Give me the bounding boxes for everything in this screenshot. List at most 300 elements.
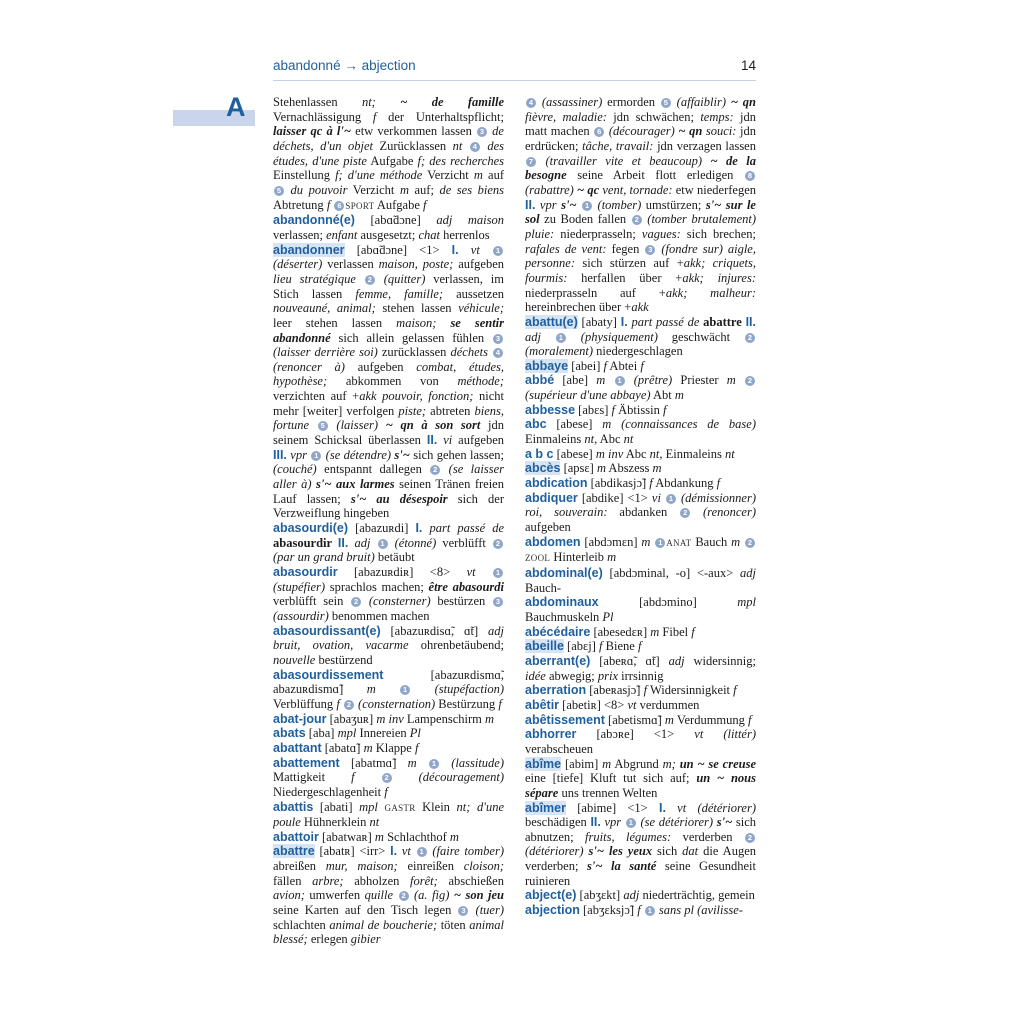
- sense-number: 5: [274, 186, 284, 196]
- sense-number: 1: [582, 201, 592, 211]
- italic-text: (se détériorer): [636, 815, 717, 830]
- bold-italic-phrase: s'~ au désespoir: [350, 491, 448, 506]
- italic-text: m: [641, 534, 655, 549]
- entry-text: Verzicht: [422, 168, 474, 183]
- italic-text: m: [731, 534, 744, 549]
- entry-text: stehen lassen: [375, 301, 459, 316]
- sense-number: 3: [493, 597, 503, 607]
- bold-italic-phrase: ~ qc: [577, 182, 600, 197]
- italic-text: (assourdir): [273, 608, 329, 623]
- italic-text: chat: [418, 227, 440, 242]
- dictionary-entry: [273, 800, 504, 830]
- entry-text: [abdɔmɛn]: [580, 534, 642, 549]
- entry-text: [abdike] <1>: [577, 490, 652, 505]
- entry-text: sich abnutzen;: [525, 815, 756, 844]
- entry-text: Bestürzung: [435, 696, 499, 711]
- entry-text: umstürzen;: [641, 197, 706, 212]
- headword-highlighted: abîmer: [525, 800, 566, 815]
- italic-text: gibier: [350, 932, 381, 947]
- sense-number: 3: [458, 906, 468, 916]
- entry-text: sich brechen;: [680, 226, 756, 241]
- entry-text: Klappe: [372, 740, 415, 755]
- entry-text: [abɛs]: [575, 402, 612, 417]
- entry-text: sich stürzen auf +: [575, 256, 684, 271]
- entry-text: [aba]: [305, 726, 338, 741]
- entry-text: benommen machen: [328, 608, 430, 623]
- headword: a b c: [525, 446, 554, 461]
- entry-text: Vernachlässigung: [273, 109, 373, 124]
- italic-text: vpr: [535, 197, 562, 212]
- entry-text: jdn matt machen: [525, 109, 756, 139]
- dictionary-entry: [273, 668, 504, 712]
- headword-highlighted: abeille: [525, 639, 564, 654]
- italic-text: vt: [397, 844, 416, 859]
- entry-text: Bauch-: [525, 580, 562, 595]
- bold-italic-phrase: laisser qc à l'~: [273, 124, 351, 139]
- italic-text: du pouvoir: [285, 182, 348, 197]
- entry-text: sich der Verzweiflung hingeben: [273, 491, 504, 521]
- headword: abdominal: [525, 566, 588, 580]
- italic-text: (consternation): [354, 696, 436, 711]
- bold-italic-phrase: un ~ se creuse: [679, 756, 756, 771]
- headword: (e): [332, 521, 349, 536]
- entry-text: Zurücklassen: [373, 138, 453, 153]
- italic-text: (supérieur d'une abbaye): [525, 388, 651, 403]
- italic-text: vpr: [600, 815, 625, 830]
- italic-text: f: [599, 639, 603, 654]
- italic-text: arbre;: [312, 873, 344, 888]
- roman-numeral: II.: [590, 815, 601, 830]
- dictionary-entry: [273, 213, 504, 242]
- entry-text: abdanken: [607, 505, 680, 520]
- subject-label: ANAT: [666, 537, 692, 548]
- dictionary-entry: [273, 243, 504, 521]
- entry-text: verabscheuen: [525, 741, 594, 756]
- italic-text: (tuer): [469, 903, 504, 918]
- italic-text: (physiquement): [566, 329, 658, 344]
- entry-text: jdn erdrücken;: [525, 124, 756, 153]
- sense-number: 2: [632, 215, 642, 225]
- sense-number: 5: [318, 421, 328, 431]
- sense-number: 5: [661, 98, 671, 108]
- bold-italic-phrase: s'~: [394, 447, 410, 462]
- italic-text: f: [640, 358, 644, 373]
- entry-text: Hinterleib: [550, 550, 608, 565]
- headword: (e): [339, 213, 355, 228]
- italic-text: (travailler vite et beaucoup): [537, 153, 711, 168]
- entry-text: [abatʀ] <irr>: [314, 844, 391, 859]
- sense-number: 1: [493, 246, 503, 256]
- italic-text: animal de boucherie;: [329, 917, 438, 932]
- entry-text: Einmaleins: [525, 432, 585, 447]
- headword: abbesse: [525, 402, 576, 417]
- italic-text: adj: [740, 566, 756, 580]
- italic-text: fièvre, maladie:: [525, 109, 607, 124]
- headword: abattis: [273, 799, 314, 814]
- dictionary-entry: [525, 801, 756, 889]
- italic-text: adj: [348, 535, 377, 550]
- italic-text: m: [664, 712, 674, 727]
- dictionary-entry: [273, 741, 504, 756]
- entry-text: niederprasseln;: [554, 226, 642, 241]
- entry-text: Widersinnigkeit: [647, 683, 734, 698]
- italic-text: m: [407, 755, 428, 770]
- italic-text: f: [643, 683, 648, 698]
- dictionary-entry: [525, 315, 756, 359]
- italic-text: souci:: [702, 124, 737, 139]
- entry-text: aufgeben: [525, 520, 571, 535]
- entry-text: eine [tiefe] Kluft tut sich auf;: [525, 771, 697, 786]
- entry-text: [abetiʀ] <8>: [559, 697, 628, 712]
- entry-text: Stehenlassen: [273, 95, 362, 109]
- entry-text: [abazuʀdisɑ̃, ɑ̃t]: [380, 623, 489, 638]
- entry-text: sich: [652, 844, 683, 859]
- entry-text: Abtretung: [273, 197, 327, 212]
- entry-text: ohrenbetäubend;: [408, 638, 504, 653]
- entry-text: einreißen: [397, 859, 464, 874]
- italic-text: m;: [662, 756, 680, 771]
- entry-text: etw niederfegen: [672, 182, 756, 197]
- italic-text: vt: [466, 565, 492, 579]
- bold-italic-phrase: se sentir abandonné: [273, 315, 504, 345]
- sense-number: 2: [680, 508, 690, 518]
- roman-numeral: I.: [658, 800, 666, 815]
- italic-text: akk; criquets, fourmis:: [525, 256, 756, 285]
- italic-text: f: [716, 476, 721, 491]
- italic-text: akk; injures:: [682, 270, 756, 285]
- italic-text: (déserter): [273, 257, 323, 272]
- entry-text: [abɔʀe] <1>: [576, 727, 695, 742]
- roman-numeral: I.: [415, 521, 423, 536]
- italic-text: tâche, travail:: [582, 138, 654, 153]
- roman-numeral: II.: [745, 314, 756, 329]
- italic-text: prix: [597, 668, 619, 683]
- italic-text: sans pl (avilisse-: [655, 903, 743, 918]
- entry-text: bestürzend: [315, 652, 373, 667]
- italic-text: (rabattre): [525, 182, 578, 197]
- dictionary-entry: [525, 698, 756, 713]
- dictionary-entry: [525, 903, 756, 918]
- entry-text: [abʒɛkt]: [576, 888, 624, 903]
- italic-text: nt,: [649, 446, 663, 461]
- italic-text: m: [363, 740, 373, 755]
- italic-text: (décourager): [605, 124, 679, 139]
- italic-text: m: [449, 829, 459, 844]
- sense-number: 6: [594, 127, 604, 137]
- dictionary-entry: [525, 403, 756, 418]
- dictionary-entry: [273, 830, 504, 845]
- bold-italic-phrase: ~ qn: [678, 124, 703, 139]
- sense-number: 3: [493, 334, 503, 344]
- italic-text: f: [326, 197, 334, 212]
- italic-text: (découragement): [392, 770, 504, 785]
- italic-text: (tomber): [593, 197, 642, 212]
- entry-text: [abatwaʀ]: [318, 829, 375, 844]
- italic-text: avion;: [273, 888, 305, 903]
- italic-text: (se laisser aller à): [273, 462, 504, 492]
- entry-text: aufgeben: [452, 433, 504, 448]
- italic-text: piste;: [398, 403, 427, 418]
- entry-text: aussetzen: [443, 286, 504, 301]
- dictionary-entry: [525, 359, 756, 374]
- italic-text: m: [596, 461, 606, 476]
- italic-text: méthode;: [457, 374, 504, 389]
- bold-italic-phrase: être abasourdi: [428, 579, 504, 594]
- bold-italic-phrase: ~ son jeu: [453, 888, 504, 903]
- sense-number: 2: [493, 539, 503, 549]
- italic-text: f: [691, 624, 695, 639]
- italic-text: fruits, légumes:: [585, 829, 672, 844]
- headword: abasourdissement: [273, 667, 384, 682]
- dictionary-entry: [525, 535, 756, 566]
- headword: abécédaire: [525, 624, 591, 639]
- entry-text: Aufgabe: [374, 197, 424, 212]
- roman-numeral: II.: [426, 433, 438, 448]
- italic-text: de ses biens: [439, 182, 504, 197]
- sense-number: 8: [745, 171, 755, 181]
- entry-text: Einmaleins: [662, 446, 726, 461]
- italic-text: vt: [627, 697, 637, 712]
- italic-text: (couché): [273, 462, 317, 477]
- italic-text: m: [650, 624, 660, 639]
- entry-text: uns trennen Welten: [558, 785, 658, 800]
- italic-text: idée: [525, 668, 546, 683]
- entry-text: Niedergeschlagenheit: [273, 784, 385, 799]
- entry-text: [abaty]: [577, 314, 621, 329]
- italic-text: vagues:: [641, 226, 681, 241]
- italic-text: (affaiblir): [671, 95, 731, 109]
- italic-text: (consterner): [362, 594, 431, 609]
- headword: abasourdi: [273, 521, 333, 536]
- sense-number: 1: [311, 451, 321, 461]
- entry-text: sprachlos machen;: [325, 579, 429, 594]
- bold-text: abasourdir: [273, 535, 338, 550]
- entry-text: jdn schwächen;: [606, 109, 701, 124]
- italic-text: femme, famille;: [355, 286, 444, 301]
- headword-highlighted: abattu: [525, 314, 563, 329]
- italic-text: (prêtre): [625, 373, 673, 388]
- italic-text: combat, études, hypothèse;: [273, 359, 504, 389]
- sense-number: 2: [745, 833, 755, 843]
- italic-text: akk pouvoir, fonction;: [359, 389, 474, 404]
- entry-text: [abesedɛʀ]: [590, 624, 651, 639]
- italic-text: (renoncer à): [273, 359, 345, 374]
- entry-text: Einstellung: [273, 168, 336, 183]
- entry-text: töten: [437, 917, 470, 932]
- entry-text: verderben: [671, 829, 744, 844]
- entry-text: Verdummung: [673, 712, 749, 727]
- headword: abattant: [273, 740, 322, 755]
- headword: (e): [365, 623, 381, 638]
- italic-text: mpl: [737, 595, 756, 610]
- italic-text: f: [611, 402, 616, 417]
- entry-text: [abazuʀdiʀ] <8>: [337, 565, 467, 579]
- italic-text: m: [674, 388, 684, 403]
- dictionary-entry: [525, 727, 756, 756]
- entry-text: Aufgabe: [366, 153, 418, 168]
- italic-text: dat: [682, 844, 699, 859]
- entry-text: [abdikasjɔ̃]: [587, 476, 650, 491]
- entry-text: ermorden: [602, 95, 660, 109]
- entry-text: [abʒɛksjɔ̃]: [579, 903, 638, 918]
- italic-text: (assassiner): [537, 95, 603, 109]
- bold-italic-phrase: s'~ la santé: [586, 859, 657, 874]
- italic-text: akk; malheur:: [665, 285, 756, 300]
- headword: abasourdir: [273, 565, 338, 579]
- italic-text: (a. fig): [409, 888, 454, 903]
- italic-text: des études, d'une piste: [273, 138, 504, 168]
- italic-text: vpr: [286, 447, 311, 462]
- italic-text: vt (détériorer): [665, 800, 756, 815]
- italic-text: m: [374, 829, 384, 844]
- italic-text: m inv: [376, 711, 404, 726]
- sense-number: 2: [745, 376, 755, 386]
- sense-number: 2: [382, 773, 392, 783]
- entry-text: fegen: [606, 241, 645, 256]
- headword: (e): [561, 888, 577, 903]
- entry-text: aufgeben: [453, 257, 504, 272]
- entry-text: Schlachthof: [383, 829, 450, 844]
- dictionary-entry: [525, 888, 756, 903]
- entry-text: [abatɑ̃]: [321, 740, 364, 755]
- bold-italic-phrase: s'~: [716, 815, 733, 830]
- roman-numeral: I.: [451, 242, 459, 257]
- dictionary-entry: [525, 639, 756, 654]
- bold-italic-phrase: s'~ les yeux: [588, 844, 653, 859]
- roman-numeral: I.: [390, 844, 398, 859]
- entry-text: bestürzen: [430, 594, 492, 609]
- italic-text: mpl: [337, 726, 357, 741]
- entry-text: irrsinnig: [618, 668, 664, 683]
- dictionary-entry: [525, 757, 756, 801]
- italic-text: cloison;: [463, 859, 504, 874]
- entry-text: abwegig;: [545, 668, 598, 683]
- italic-text: mur, maison;: [325, 859, 398, 874]
- entry-text: [abazuʀdismɑ̃, abazuʀdismɑ̃]: [273, 667, 504, 697]
- italic-text: nt: [623, 432, 634, 447]
- italic-text: m: [602, 756, 612, 771]
- entry-text: Abszess: [605, 461, 653, 476]
- entry-text: fällen: [273, 873, 313, 888]
- entry-text: Biene: [602, 639, 638, 654]
- headword: abandonné: [273, 213, 340, 228]
- entry-text: [abatmɑ̃]: [339, 755, 408, 770]
- entry-continuation: [273, 95, 504, 213]
- entry-text: widersinnig;: [684, 653, 756, 668]
- italic-text: lieu stratégique: [273, 271, 364, 286]
- dictionary-entry: [273, 624, 504, 668]
- italic-text: f: [414, 740, 419, 755]
- entry-text: Fibel: [659, 624, 692, 639]
- entry-text: beschädigen: [525, 815, 591, 830]
- italic-text: (tomber brutalement) pluie:: [525, 212, 756, 241]
- italic-text: nt: [369, 815, 380, 830]
- sense-number: 1: [666, 494, 676, 504]
- running-head-title: abandonné → abjection: [273, 58, 416, 73]
- entry-text: verblüfft: [436, 535, 492, 550]
- italic-text: (par un grand bruit): [273, 550, 375, 565]
- headword: abdication: [525, 476, 588, 491]
- italic-text: adj maison: [436, 213, 504, 228]
- running-header: [273, 56, 756, 81]
- entry-text: jdn seinem Schicksal überlassen: [273, 418, 504, 448]
- italic-text: part passé de: [422, 521, 504, 536]
- sense-number: 1: [400, 685, 410, 695]
- entry-text: schlachten: [273, 917, 330, 932]
- dictionary-entry: [525, 491, 756, 535]
- sense-number: 7: [526, 157, 536, 167]
- bold-text: abattre: [703, 314, 746, 329]
- headword: abbé: [525, 373, 555, 388]
- entry-text: [apsɛ]: [560, 461, 597, 476]
- italic-text: m: [726, 373, 745, 388]
- entry-text: Klein: [415, 799, 457, 814]
- thumb-index-letter: A: [226, 92, 246, 122]
- entry-text: verlassen, im Stich lassen: [273, 271, 504, 301]
- italic-text: (faire tomber): [427, 844, 504, 859]
- italic-text: vi: [651, 490, 665, 505]
- italic-text: rafales de vent:: [525, 241, 607, 256]
- entry-text: Verzicht: [347, 182, 400, 197]
- sense-number: 1: [655, 538, 665, 548]
- italic-text: f: [637, 639, 642, 654]
- bold-italic-phrase: s'~ sur le sol: [525, 197, 756, 227]
- entry-text: zurücklassen: [377, 345, 451, 360]
- entry-text: seine Karten auf den Tisch legen: [273, 903, 458, 918]
- italic-text: quille: [364, 888, 398, 903]
- italic-text: f: [662, 402, 667, 417]
- headword: abhorrer: [525, 727, 577, 742]
- italic-text: m: [473, 168, 483, 183]
- headword: abêtissement: [525, 712, 605, 727]
- entry-text: Priester: [672, 373, 727, 388]
- italic-text: m: [596, 373, 614, 388]
- entry-text: niederprasseln auf +: [525, 285, 666, 300]
- italic-text: (renoncer): [691, 505, 756, 520]
- sense-number: 2: [430, 465, 440, 475]
- italic-text: nt: [452, 138, 469, 153]
- sense-number: 1: [615, 376, 625, 386]
- italic-text: f: [336, 696, 343, 711]
- entry-text: Abgrund: [611, 756, 663, 771]
- italic-text: Pl: [602, 609, 614, 624]
- headword: abjection: [525, 903, 580, 918]
- bold-italic-phrase: s'~ aux larmes: [316, 477, 395, 492]
- italic-text: biens, fortune: [273, 403, 504, 433]
- italic-text: adj: [668, 653, 685, 668]
- entry-text: verlassen;: [273, 227, 327, 242]
- entry-text: jdn verzagen lassen: [653, 138, 756, 153]
- italic-text: adj: [623, 888, 640, 903]
- entry-text: Abc: [597, 432, 624, 447]
- bold-italic-phrase: ~ de la besogne: [525, 153, 756, 183]
- sense-number: 2: [365, 275, 375, 285]
- entry-text: Bauch: [691, 534, 732, 549]
- headword-highlighted: abattre: [273, 844, 315, 859]
- italic-text: f: [603, 358, 607, 373]
- entry-text: verzichten auf +: [273, 389, 360, 404]
- roman-numeral: III.: [273, 447, 287, 462]
- entry-text: etw verkommen lassen: [350, 124, 476, 139]
- entry-text: Abdankung: [652, 476, 717, 491]
- headword-highlighted: abcès: [525, 461, 561, 476]
- dictionary-entry: [525, 476, 756, 491]
- sense-number: 6: [334, 201, 344, 211]
- roman-numeral: II.: [525, 197, 536, 212]
- dictionary-entry: [273, 844, 504, 947]
- entry-text: betäubt: [374, 550, 415, 565]
- dictionary-entry: [525, 566, 756, 595]
